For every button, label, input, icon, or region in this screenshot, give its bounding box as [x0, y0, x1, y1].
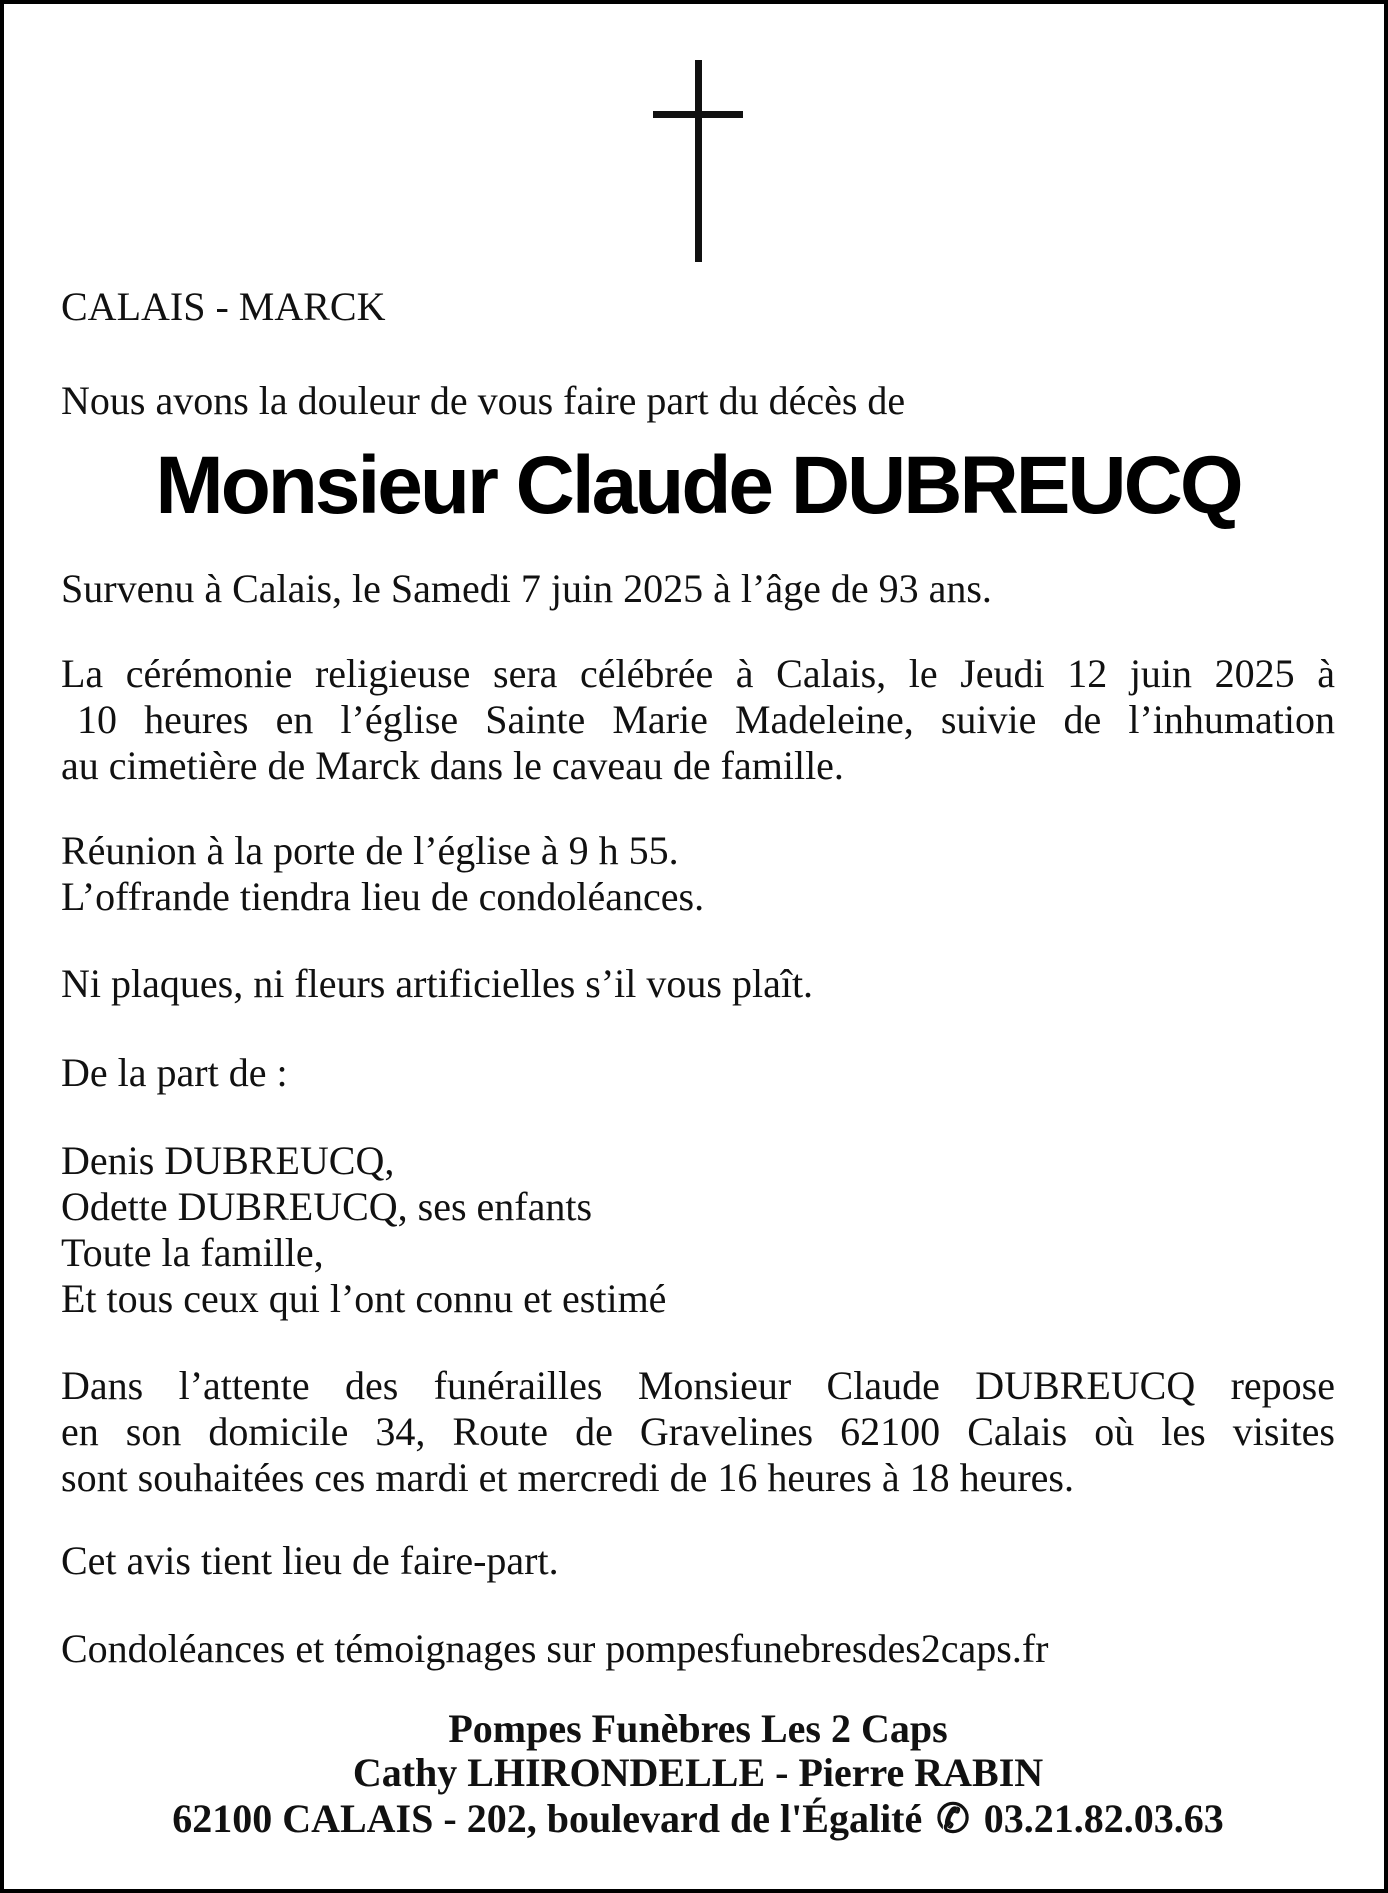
family-heading: De la part de :: [61, 1050, 288, 1095]
family-member: Toute la famille,: [61, 1230, 324, 1275]
flowers-note: Ni plaques, ni fleurs artificielles s’il vous plaît.: [61, 961, 814, 1006]
family-member: Odette DUBREUCQ, ses enfants: [61, 1184, 593, 1229]
meeting-line: Réunion à la porte de l’église à 9 h 55.: [61, 828, 679, 873]
family-member: Denis DUBREUCQ,: [61, 1138, 395, 1183]
phone-icon: ✆: [936, 1796, 970, 1841]
death-info: Survenu à Calais, le Samedi 7 juin 2025 à l’âge de 93 ans.: [61, 566, 992, 611]
offering-line: L’offrande tiendra lieu de condoléances.: [61, 874, 705, 919]
notice-note: Cet avis tient lieu de faire-part.: [61, 1538, 559, 1583]
condolences-line: Condoléances et témoignages sur pompesfunebresdes2caps.fr: [61, 1626, 1049, 1671]
location-heading: CALAIS - MARCK: [61, 284, 386, 329]
visitation-line: sont souhaitées ces mardi et mercredi de 16 heures à 18 heures.: [61, 1455, 1074, 1500]
funeral-home-name: Pompes Funèbres Les 2 Caps: [448, 1706, 948, 1751]
funeral-home-address: 62100 CALAIS - 202, boulevard de l'Égalité: [172, 1796, 923, 1841]
family-list: [61, 1138, 666, 1322]
ceremony-paragraph: [61, 651, 1335, 789]
intro-text: Nous avons la douleur de vous faire part du décès de: [61, 378, 906, 423]
cross-icon: [653, 60, 743, 262]
family-member: Et tous ceux qui l’ont connu et estimé: [61, 1276, 667, 1321]
funeral-home-phone: 03.21.82.03.63: [983, 1796, 1224, 1841]
visitation-line: Dans l’attente des funérailles Monsieur Claude DUBREUCQ repose: [61, 1363, 1335, 1408]
funeral-home-address-line: [4, 1796, 1388, 1842]
visitation-paragraph: [61, 1363, 1335, 1501]
visitation-line: en son domicile 34, Route de Gravelines 62100 Calais où les visites: [61, 1409, 1335, 1454]
ceremony-line: La cérémonie religieuse sera célébrée à Calais, le Jeudi 12 juin 2025 à: [61, 651, 1335, 696]
ceremony-line: 10 heures en l’église Sainte Marie Madeleine, suivie de l’inhumation: [77, 697, 1335, 742]
ceremony-line: au cimetière de Marck dans le caveau de famille.: [61, 743, 844, 788]
funeral-home-contacts: Cathy LHIRONDELLE - Pierre RABIN: [352, 1750, 1044, 1795]
deceased-name: Monsieur Claude DUBREUCQ: [155, 440, 1241, 531]
